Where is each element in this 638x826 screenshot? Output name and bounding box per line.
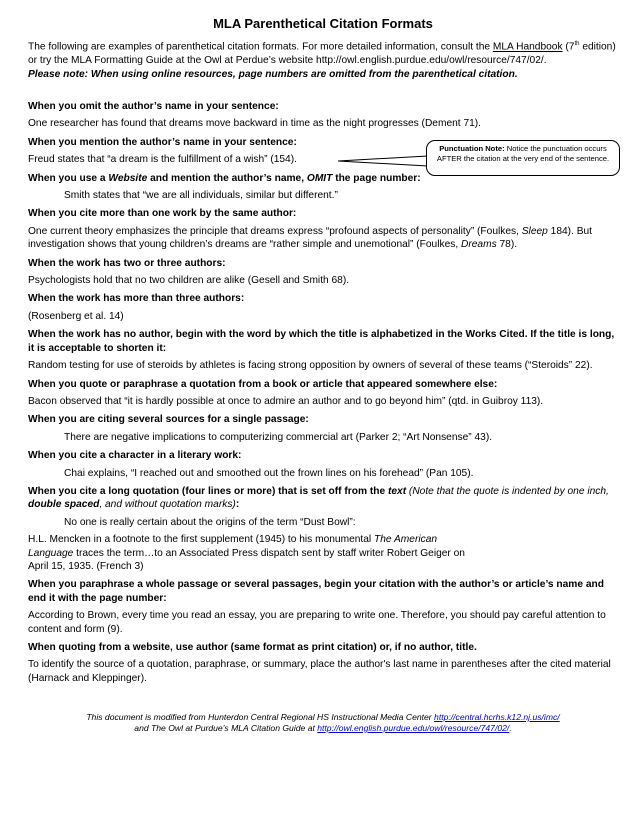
section-example: According to Brown, every time you read an essay, you are preparing to write one. Therefore, you should pay careful attention to content and form (9).	[28, 610, 606, 635]
section-example: Random testing for use of steroids by athletes is facing strong opposition by owners of several of these teams (“Steroids” 22).	[28, 360, 593, 372]
section-heading: When you use a Website and mention the author’s name, OMIT the page number:	[28, 172, 421, 184]
footer-link-owl[interactable]: http://owl.english.purdue.edu/owl/resource/747/02/	[317, 723, 510, 733]
section-example: Psychologists hold that no two children are alike (Gesell and Smith 68).	[28, 275, 350, 287]
section-heading: When you paraphrase a whole passage or several passages, begin your citation with the author’s or article’s name and end it with the page number:	[28, 579, 604, 604]
section-example: To identify the source of a quotation, paraphrase, or summary, place the author's last name in parentheses after the cited material (Harnack and Kleppinger).	[28, 659, 611, 684]
footer-link-hcrhs[interactable]: http://central.hcrhs.k12.nj.us/imc/	[434, 712, 560, 722]
section-heading: When you quote or paraphrase a quotation from a book or article that appeared somewhere else:	[28, 378, 498, 390]
section-example: Bacon observed that “it is hardly possible at once to admire an author and to go beyond him” (qtd. in Guibroy 113).	[28, 395, 544, 407]
section-example: No one is really certain about the origins of the term “Dust Bowl”:	[64, 516, 356, 528]
section-example: One current theory emphasizes the principle that dreams express “profound aspects of personality” (Foulkes, Sleep 184). But investigation shows that young children’s dreams are “rather simple and unemotional” (Foulkes, Dreams 78).	[28, 225, 593, 251]
section-heading: When the work has two or three authors:	[28, 257, 226, 269]
document-page	[28, 0, 618, 689]
section-heading: When you mention the author’s name in your sentence:	[28, 136, 297, 148]
section-heading: When you omit the author’s name in your sentence:	[28, 101, 279, 113]
section-heading: When the work has more than three authors:	[28, 293, 245, 305]
punctuation-note-callout: Punctuation Note: Notice the punctuation occurs AFTER the citation at the very end of the sentence.	[426, 140, 620, 176]
section-example: One researcher has found that dreams move backward in time as the night progresses (Dement 71).	[28, 118, 482, 130]
page-title: MLA Parenthetical Citation Formats	[213, 16, 433, 31]
callout-pointer	[338, 155, 428, 167]
block-quotation: H.L. Mencken in a footnote to the first supplement (1945) to his monumental The American Language traces the term…to an Associated Press dispatch sent by staff writer Robert Geiger on April 15, 1935. (French 3)	[28, 534, 465, 572]
section-example: Chai explains, “I reached out and smoothed out the frown lines on his forehead” (Pan 105).	[64, 467, 474, 479]
section-heading: When you are citing several sources for a single passage:	[28, 414, 309, 426]
section-example: Freud states that “a dream is the fulfillment of a wish” (154).	[28, 154, 297, 166]
intro-note: Please note: When using online resources, page numbers are omitted from the parenthetical citation.	[28, 68, 518, 80]
section-heading: When you cite a long quotation (four lines or more) that is set off from the text (Note that the quote is indented by one inch, double spaced, and without quotation marks):	[28, 485, 609, 511]
intro-paragraph: The following are examples of parenthetical citation formats. For more detailed information, consult the MLA Handbook (7th edition) or try the MLA Formatting Guide at the Owl at Perdue’s website http://owl.english.purdue.edu/owl/resource/747/02/.	[28, 41, 616, 67]
section-heading: When you cite more than one work by the same author:	[28, 208, 297, 220]
section-heading: When you cite a character in a literary work:	[28, 450, 242, 462]
section-heading: When the work has no author, begin with the word by which the title is alphabetized in the Works Cited. If the title is long, it is acceptable to shorten it:	[28, 329, 615, 354]
handbook-title: MLA Handbook	[492, 41, 563, 53]
section-example: There are negative implications to computerizing commercial art (Parker 2; “Art Nonsense” 43).	[64, 431, 493, 443]
section-example: (Rosenberg et al. 14)	[28, 310, 124, 322]
section-example: Smith states that “we are all individuals, similar but different.”	[64, 190, 338, 202]
footer: This document is modified from Hunterdon Central Regional HS Instructional Media Center http://central.hcrhs.k12.nj.us/imc/ and The Owl at Purdue’s MLA Citation Guide at http://owl.english.purdue.edu/owl/resource/747/02/.	[86, 712, 560, 733]
section-heading: When quoting from a website, use author (same format as print citation) or, if no author, title.	[28, 642, 477, 654]
